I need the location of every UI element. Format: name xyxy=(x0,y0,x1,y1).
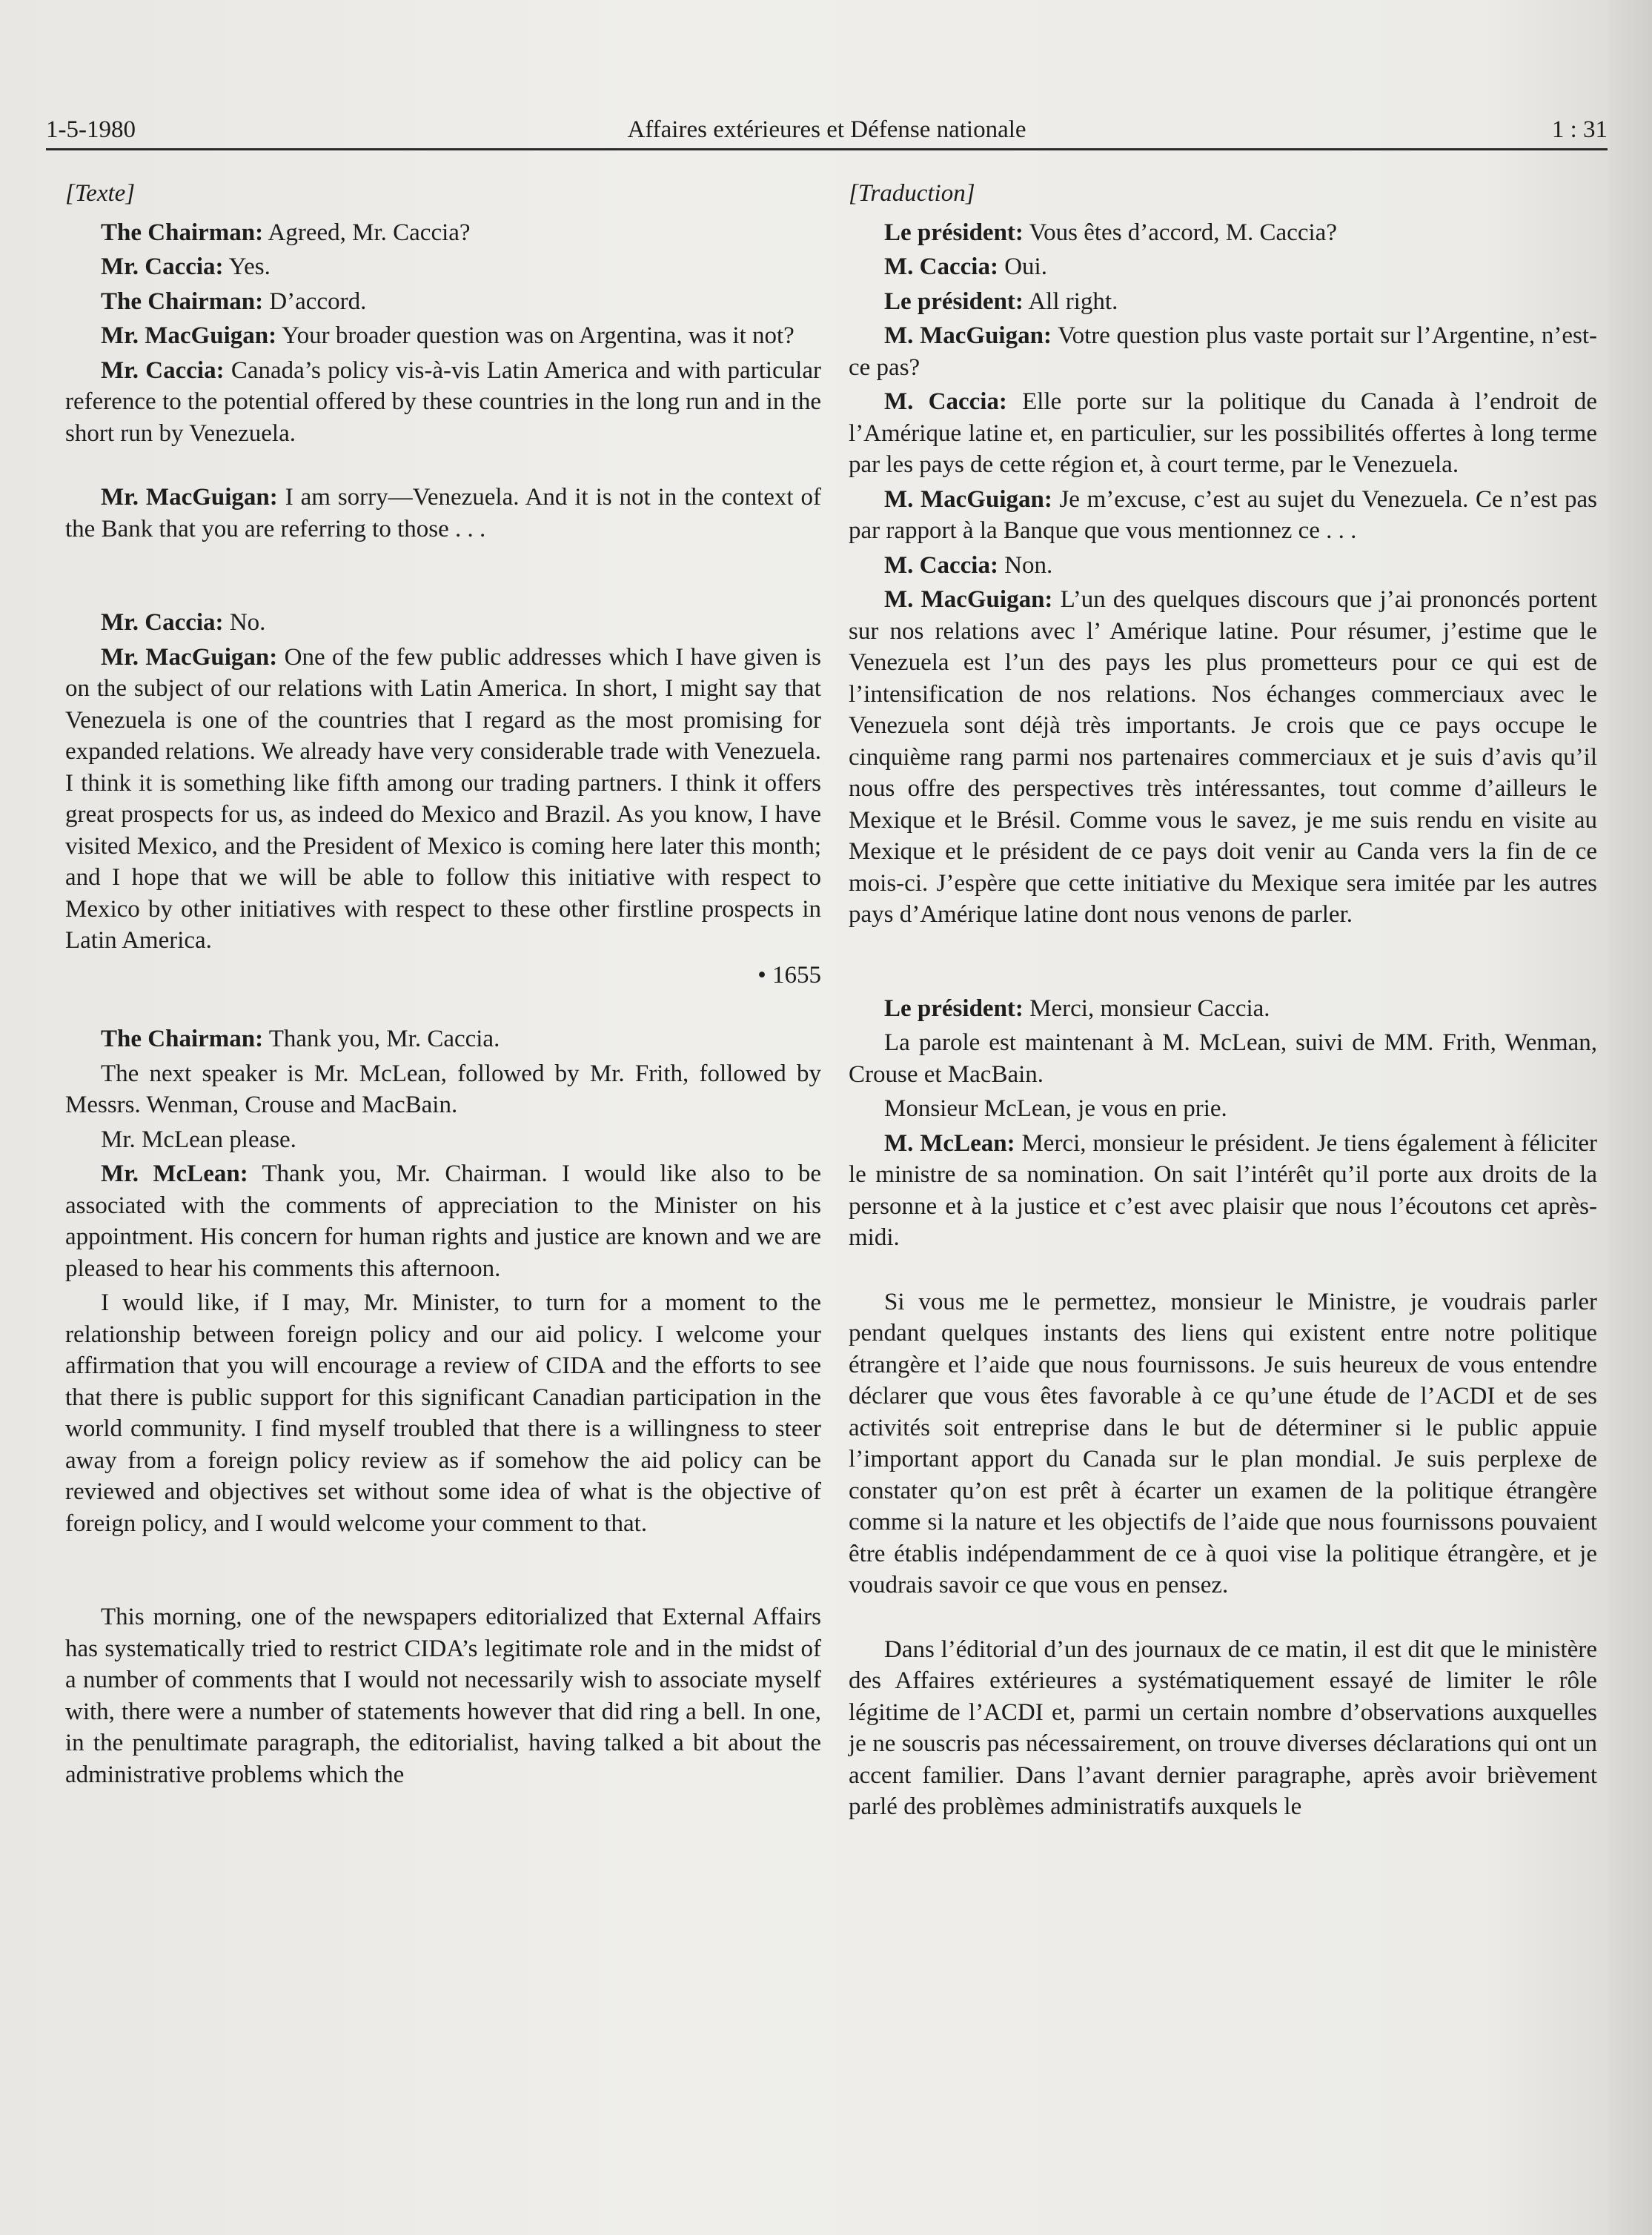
paragraph-text: Merci, monsieur Caccia. xyxy=(1023,994,1270,1022)
header-page-number: 1 : 31 xyxy=(1551,116,1608,143)
paragraph-text: Votre question plus vaste portait sur l’Argentine, n’est-ce pas? xyxy=(849,322,1597,381)
paragraph-text: Canada’s policy vis-à-vis Latin America and with particular reference to the potential offered by these countries in the long run and in the short run by Venezuela. xyxy=(65,356,821,447)
paragraph-text: L’un des quelques discours que j’ai prononcés portent sur nos relations avec l’ Amérique latine. Pour résumer, j’estime que le Venezuela est l’un des pays les plus prometteurs pour ce qui est de l’intensification de nos relations. Nos échanges commerciaux avec le Venezuela sont déjà très importants. Je crois que ce pays occupe le cinquième rang parmi nos partenaires commerciaux et je suis d’avis qu’il nous offre des perspectives très intéressantes, tout comme d’ailleurs le Mexique et le Brésil. Comme vous le savez, je me suis rendu en visite au Mexique et le président de ce pays doit venir au Canda vers la fin de ce mois-ci. J’espère que cette initiative du Mexique sera imitée par les autres pays d’Amérique latine dont nous venons de parler. xyxy=(849,586,1597,928)
paragraph-text: D’accord. xyxy=(263,288,367,315)
paragraph xyxy=(65,217,821,249)
section-tag: [Texte] xyxy=(65,180,136,207)
paragraph xyxy=(849,217,1597,249)
speaker-name: M. Caccia: xyxy=(884,388,1007,415)
speaker-name: Mr. MacGuigan: xyxy=(101,643,278,671)
paragraph xyxy=(65,1158,821,1284)
paragraph: Mr. McLean please. xyxy=(101,1126,296,1153)
paragraph-text: Elle porte sur la politique du Canada à l’endroit de l’Amérique latine et, en particulier, sur les possibilités offertes à long terme par les pays de cette région et, à court terme, par le Venezuela. xyxy=(849,388,1597,478)
right-column-french xyxy=(849,178,1597,1826)
paragraph-text: No. xyxy=(223,609,266,636)
time-marker: • 1655 xyxy=(757,961,821,989)
paragraph xyxy=(849,550,1597,582)
speaker-name: Le président: xyxy=(884,288,1024,315)
paragraph-text: Vous êtes d’accord, M. Caccia? xyxy=(1023,219,1337,246)
paragraph xyxy=(65,355,821,450)
paragraph xyxy=(849,251,1597,283)
paragraph xyxy=(849,386,1597,481)
paragraph-text: Thank you, Mr. Chairman. I would like also to be associated with the comments of appreciation to the Minister on his appointment. His concern for human rights and justice are known and we are pleased to hear his comments this afternoon. xyxy=(65,1160,821,1282)
paragraph xyxy=(65,482,821,545)
paragraph: This morning, one of the newspapers editorialized that External Affairs has systematically tried to restrict CIDA’s legitimate role and in the midst of a number of comments that I would not necessarily wish to associate myself with, there were a number of statements however that did ring a bell. In one, in the penultimate paragraph, the editorialist, having talked a bit about the administrative problems which the xyxy=(65,1604,821,1788)
speaker-name: M. MacGuigan: xyxy=(884,586,1053,613)
speaker-name: Mr. MacGuigan: xyxy=(101,322,277,349)
paragraph: Si vous me le permettez, monsieur le Ministre, je voudrais parler pendant quelques instants des liens qui existent entre notre politique étrangère et l’aide que nous fournissons. Je suis heureux de vous entendre déclarer que vous êtes favorable à ce qu’une étude de l’ACDI et de ses activités soit entreprise dans le but de déterminer si le public appuie l’important apport du Canada sur le plan mondial. Je suis perplexe de constater qu’on est prêt à écarter un examen de la politique étrangère comme si la nature et les objectifs de l’aide que nous fournissons pouvaient être établis indépendamment de ce à quoi vise la politique étrangère, et je voudrais savoir ce que vous en pensez. xyxy=(849,1288,1597,1598)
paragraph xyxy=(849,584,1597,931)
left-column-english xyxy=(65,178,821,1793)
paragraph-text: I am sorry—Venezuela. And it is not in the context of the Bank that you are referring to those . . . xyxy=(65,484,821,542)
paragraph xyxy=(65,286,821,318)
speaker-name: The Chairman: xyxy=(101,1026,264,1052)
speaker-name: The Chairman: xyxy=(101,219,264,246)
paragraph xyxy=(65,607,821,639)
paragraph-text: Merci, monsieur le président. Je tiens également à féliciter le ministre de sa nomination. On sait l’intérêt qu’il porte aux droits de la personne et à la justice et c’est avec plaisir que nous l’écoutons cet après-midi. xyxy=(849,1129,1597,1251)
section-tag: [Traduction] xyxy=(849,180,975,207)
paragraph xyxy=(65,320,821,352)
paragraph xyxy=(849,1128,1597,1254)
paragraph: I would like, if I may, Mr. Minister, to turn for a moment to the relationship between foreign policy and our aid policy. I welcome your affirmation that you will encourage a review of CIDA and the efforts to see that there is public support for this significant Canadian participation in the world community. I find myself troubled that there is a willingness to steer away from a foreign policy review as if somehow the aid policy can be reviewed and objectives set without some idea of what is the objective of foreign policy, and I would welcome your comment to that. xyxy=(65,1289,821,1537)
speaker-name: M. MacGuigan: xyxy=(884,322,1052,349)
page-header xyxy=(46,104,1608,150)
paragraph-text: Your broader question was on Argentina, was it not? xyxy=(276,322,795,349)
speaker-name: Le président: xyxy=(884,219,1024,246)
paragraph xyxy=(849,993,1597,1025)
speaker-name: Mr. McLean: xyxy=(101,1160,248,1187)
paragraph xyxy=(849,484,1597,547)
paragraph-text: Oui. xyxy=(998,253,1047,280)
speaker-name: The Chairman: xyxy=(101,288,264,315)
header-date: 1-5-1980 xyxy=(46,116,136,143)
paragraph: Monsieur McLean, je vous en prie. xyxy=(884,1095,1227,1122)
speaker-name: Mr. Caccia: xyxy=(101,609,224,636)
paragraph-text: One of the few public addresses which I have given is on the subject of our relations with Latin America. In short, I might say that Venezuela is one of the countries that I regard as the most promising for expanded relations. We already have very considerable trade with Venezuela. I think it is something like fifth among our trading partners. I think it offers great prospects for us, as indeed do Mexico and Brazil. As you know, I have visited Mexico, and the President of Mexico is coming here later this month; and I hope that we will be able to follow this initiative with respect to Mexico by other initiatives with respect to these other firstline prospects in Latin America. xyxy=(65,643,821,954)
speaker-name: Mr. Caccia: xyxy=(101,253,224,280)
speaker-name: Le président: xyxy=(884,994,1024,1022)
paragraph-text: All right. xyxy=(1023,288,1118,315)
header-title: Affaires extérieures et Défense nationale xyxy=(627,116,1026,143)
speaker-name: M. MacGuigan: xyxy=(884,485,1052,513)
speaker-name: Mr. MacGuigan: xyxy=(101,484,278,511)
paragraph-text: Thank you, Mr. Caccia. xyxy=(263,1026,500,1052)
page-edge xyxy=(1609,0,1652,2235)
paragraph: The next speaker is Mr. McLean, followed by Mr. Frith, followed by Messrs. Wenman, Crouse and MacBain. xyxy=(65,1060,821,1118)
paragraph: La parole est maintenant à M. McLean, suivi de MM. Frith, Wenman, Crouse et MacBain. xyxy=(849,1029,1597,1088)
paragraph-text: Yes. xyxy=(223,253,271,280)
paragraph xyxy=(65,642,821,957)
paragraph xyxy=(849,286,1597,318)
paragraph-text: Non. xyxy=(998,551,1053,579)
speaker-name: M. Caccia: xyxy=(884,551,998,579)
paragraph xyxy=(65,1023,821,1055)
paragraph-text: Je m’excuse, c’est au sujet du Venezuela. Ce n’est pas par rapport à la Banque que vous mentionnez ce . . . xyxy=(849,485,1597,544)
speaker-name: M. Caccia: xyxy=(884,253,998,280)
paragraph xyxy=(65,251,821,283)
paragraph: Dans l’éditorial d’un des journaux de ce matin, il est dit que le ministère des Affaires extérieures a systématiquement essayé de limiter le rôle légitime de l’ACDI et, parmi un certain nombre d’observations auxquelles je ne souscris pas nécessairement, on trouve diverses déclarations qui ont un accent familier. Dans l’avant dernier paragraphe, après avoir brièvement parlé des problèmes administratifs auxquels le xyxy=(849,1635,1597,1820)
speaker-name: M. McLean: xyxy=(884,1129,1015,1157)
paragraph xyxy=(849,320,1597,383)
speaker-name: Mr. Caccia: xyxy=(101,356,225,384)
paragraph-text: Agreed, Mr. Caccia? xyxy=(263,219,471,246)
